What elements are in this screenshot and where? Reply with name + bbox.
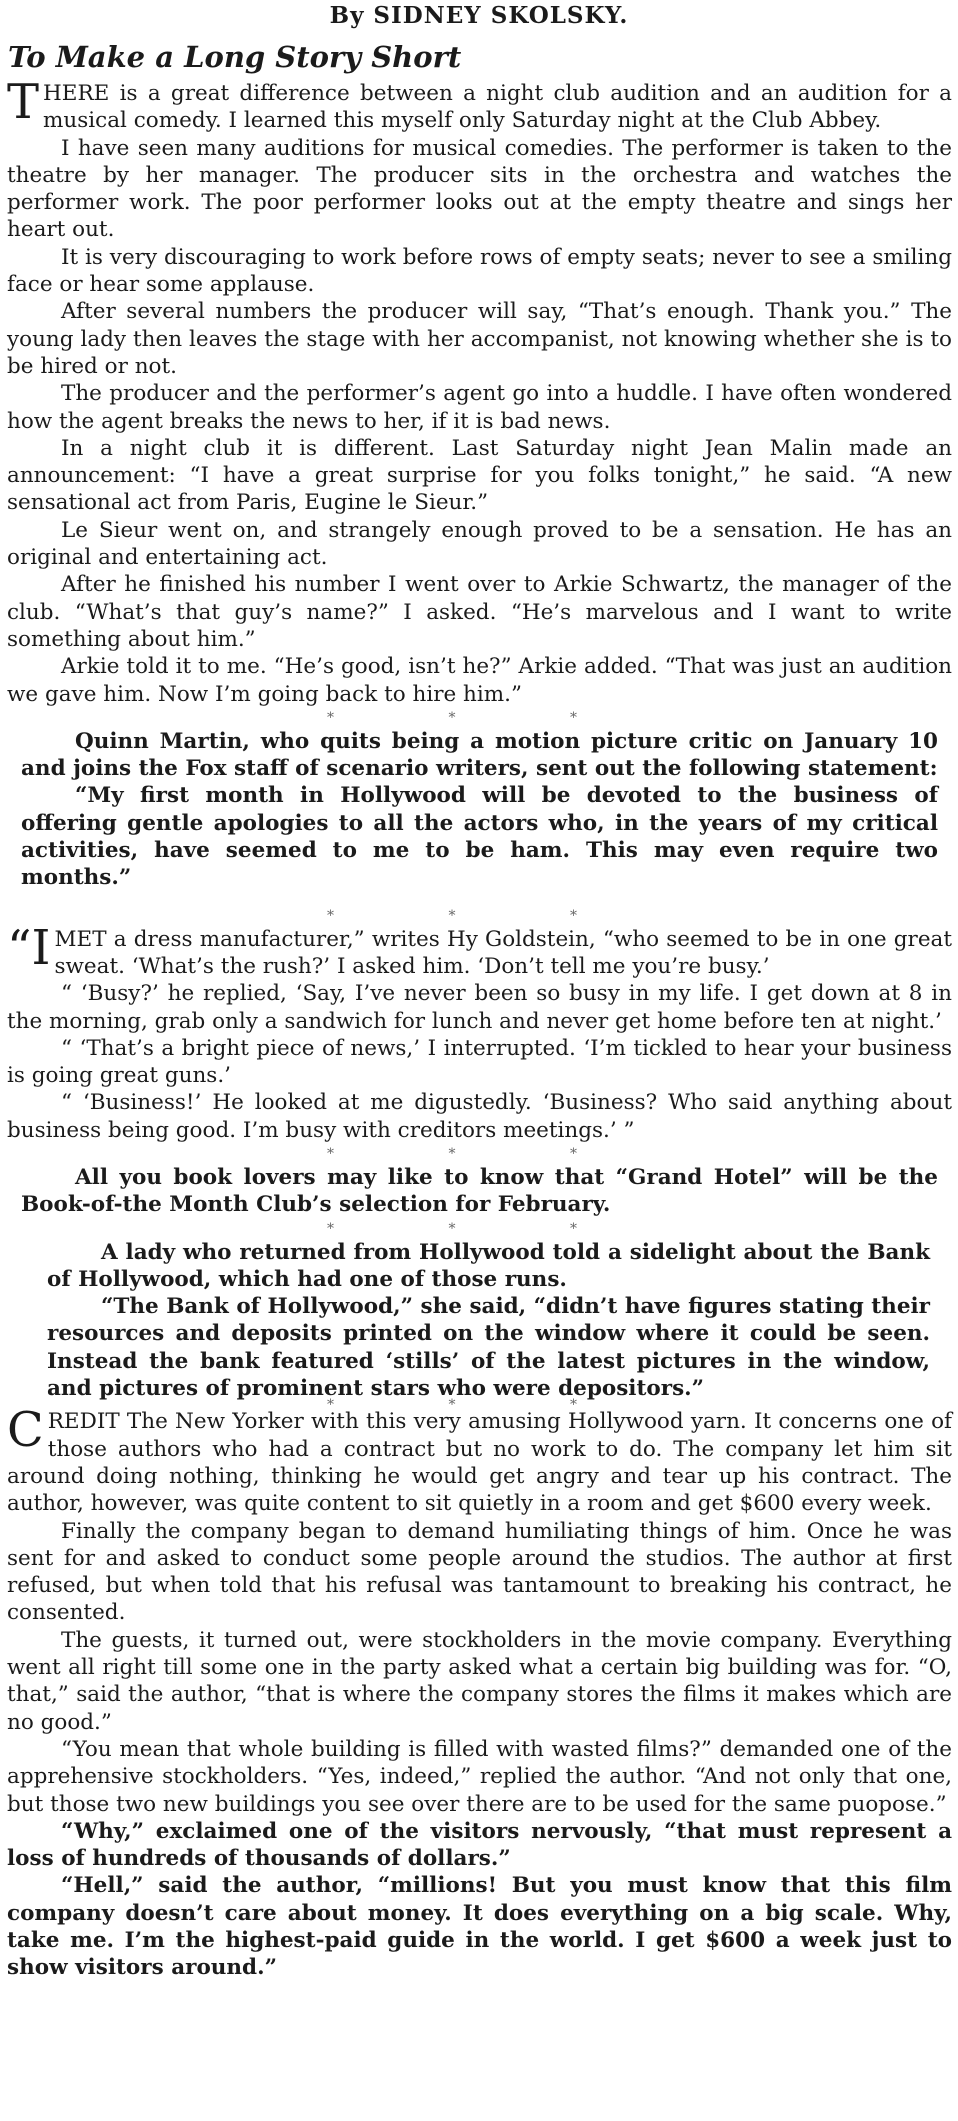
section-book-club: [7, 1164, 952, 1219]
paragraph: “ ‘That’s a bright piece of news,’ I interrupted. ‘I’m tickled to hear your business is going great guns.’: [7, 1035, 952, 1089]
column-body: [7, 74, 952, 1982]
paragraph: Quinn Martin, who quits being a motion picture critic on January 10 and joins the Fox staff of scenario writers, sent out the following statement:: [21, 728, 938, 782]
drop-cap: “I: [7, 919, 51, 976]
paragraph: Arkie told it to me. “He’s good, isn’t he?” Arkie added. “That was just an audition we gave him. Now I’m going back to hire him.”: [7, 654, 952, 707]
paragraph: All you book lovers may like to know that “Grand Hotel” will be the Book-of-the Month Club’s selection for February.: [21, 1164, 938, 1218]
paragraph: “You mean that whole building is filled with wasted films?” demanded one of the apprehensive stockholders. “Yes, indeed,” replied the author. “And not only that one, but those two new buildings you see over there are to be used for the same puopose.”: [7, 1736, 952, 1817]
paragraph: After several numbers the producer will say, “That’s enough. Thank you.” The young lady then leaves the stage with her accompanist, not knowing whether she is to be hired or not.: [7, 299, 952, 379]
paragraph: The guests, it turned out, were stockholders in the movie company. Everything went all right till some one in the party asked what a certain big building was for. “O, that,” said the author, “that is where the company stores the films it makes which are no good.”: [7, 1627, 952, 1735]
section-bank-of-hollywood: [7, 1239, 952, 1403]
paragraph: A lady who returned from Hollywood told a sidelight about the Bank of Hollywood, which had one of those runs.: [47, 1239, 930, 1292]
paragraph: I have seen many auditions for musical comedies. The performer is taken to the theatre by her manager. The producer sits in the orchestra and watches the performer work. The poor performer looks out at the empty theatre and sings her heart out.: [7, 135, 952, 243]
paragraph: “IMET a dress manufacturer,” writes Hy Goldstein, “who seemed to be in one great sweat. ‘What’s the rush?’ I asked him. ‘Don’t tell me you’re busy.’: [7, 919, 952, 979]
paragraph: “Hell,” said the author, “millions! But you must know that this film company doesn’t care about money. It does everything on a big scale. Why, take me. I’m the highest-paid guide in the world. I get $600 a week just to show visitors around.”: [7, 1873, 952, 1981]
paragraph: “My first month in Hollywood will be devoted to the business of offering gentle apologies to all the actors who, in the years of my critical activities, have seemed to me to be ham. This may even require two months.”: [21, 783, 938, 891]
paragraph: In a night club it is different. Last Saturday night Jean Malin made an announcement: “I have a great surprise for you folks tonight,” he said. “A new sensational act from Paris, Eugine le Sieur.”: [7, 435, 952, 516]
section-separator: * * *: [327, 1145, 632, 1162]
byline: By SIDNEY SKOLSKY.: [329, 2, 629, 29]
paragraph: “The Bank of Hollywood,” she said, “didn’t have figures stating their resources and deposits printed on the window where it could be seen. Instead the bank featured ‘stills’ of the latest pictures in the window, and pictures of prominent stars who were depositors.”: [47, 1294, 930, 1402]
column-title: To Make a Long Story Short: [8, 40, 462, 74]
drop-cap: T: [7, 74, 40, 130]
paragraph: THERE is a great difference between a night club audition and an audition for a musical comedy. I learned this myself only Saturday night at the Club Abbey.: [7, 74, 952, 134]
section-quinn-martin: [7, 728, 952, 892]
drop-cap: C: [7, 1402, 44, 1459]
paragraph: CREDIT The New Yorker with this very amusing Hollywood yarn. It concerns one of those authors who had a contract but no work to do. The company let him sit around doing nothing, thinking he would get angry and tear up his contract. The author, however, was quite content to sit quietly in a room and get $600 every week.: [7, 1402, 952, 1517]
section-separator: * * *: [327, 1220, 632, 1237]
paragraph: After he finished his number I went over to Arkie Schwartz, the manager of the club. “What’s that guy’s name?” I asked. “He’s marvelous and I want to write something about him.”: [7, 572, 952, 652]
section-separator: * * *: [327, 709, 632, 726]
paragraph: “ ‘Busy?’ he replied, ‘Say, I’ve never been so busy in my life. I get down at 8 in the morning, grab only a sandwich for lunch and never get home before ten at night.’: [7, 981, 952, 1034]
paragraph: “ ‘Business!’ He looked at me digustedly. ‘Business? Who said anything about business being good. I’m busy with creditors meetings.’ ”: [7, 1090, 952, 1143]
section-separator: * * *: [327, 907, 632, 924]
paragraph: It is very discouraging to work before rows of empty seats; never to see a smiling face or hear some applause.: [7, 244, 952, 298]
paragraph: The producer and the performer’s agent go into a huddle. I have often wondered how the agent breaks the news to her, if it is bad news.: [7, 381, 952, 434]
paragraph: “Why,” exclaimed one of the visitors nervously, “that must represent a loss of hundreds of thousands of dollars.”: [7, 1818, 952, 1872]
paragraph: Finally the company began to demand humiliating things of him. Once he was sent for and asked to conduct some people around the studios. The author at first refused, but when told that his refusal was tantamount to breaking his contract, he consented.: [7, 1518, 952, 1626]
section-separator: * * *: [327, 1397, 632, 1414]
paragraph: Le Sieur went on, and strangely enough proved to be a sensation. He has an original and entertaining act.: [7, 517, 952, 571]
